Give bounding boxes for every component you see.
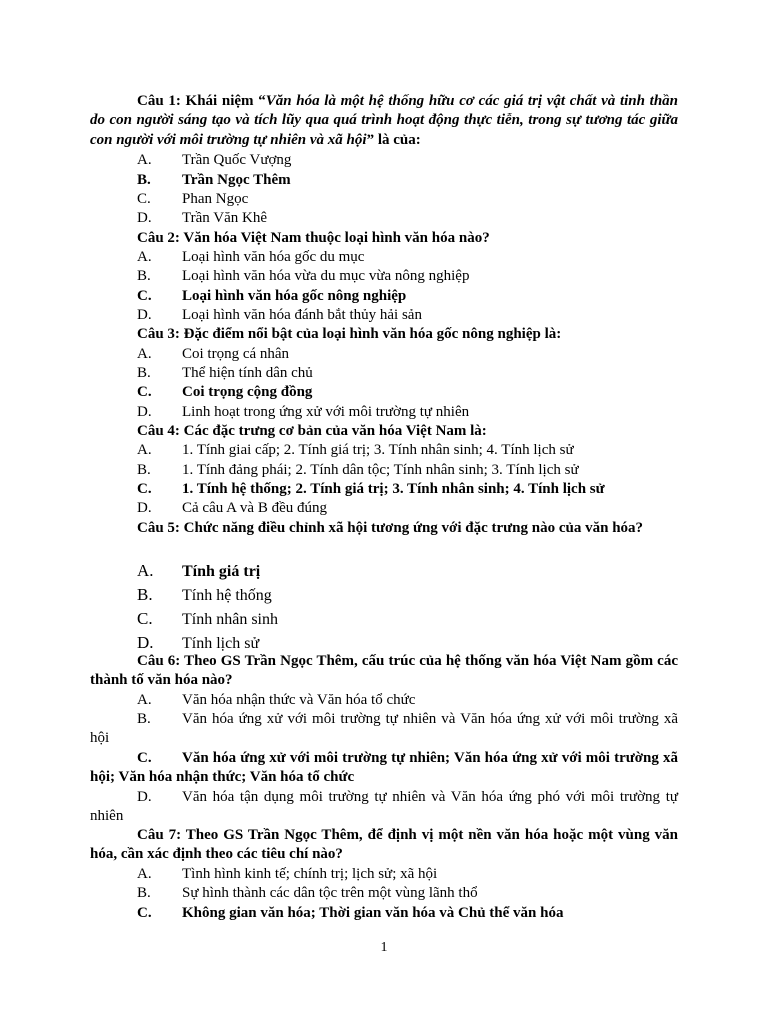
option-7c: C. Không gian văn hóa; Thời gian văn hóa và Chủ thể văn hóa [137,905,564,921]
option-1b: B. Trần Ngọc Thêm [137,172,291,188]
question-4: Câu 4: Các đặc trưng cơ bản của văn hóa Việt Nam là: [137,423,487,439]
question-7: Câu 7: Theo GS Trần Ngọc Thêm, để định vị một nền văn hóa hoặc một vùng văn hóa, cần xác định theo các tiêu chí nào? [90,827,678,863]
question-1: Câu 1: Khái niệm “Văn hóa là một hệ thống hữu cơ các giá trị vật chất và tinh thần do con người sáng tạo và tích lũy qua quá trình hoạt động thực tiễn, trong sự tương tác giữa con người với môi trường tự nhiên và xã hội” là của: [90,93,678,148]
option-6d: D. Văn hóa tận dụng môi trường tự nhiên và Văn hóa ứng phó với môi trường tự nhiên [90,789,678,825]
option-4d: D. Cả câu A và B đều đúng [137,500,327,516]
question-3: Câu 3: Đặc điểm nổi bật của loại hình văn hóa gốc nông nghiệp là: [137,326,562,342]
option-3d: D. Linh hoạt trong ứng xử với môi trường tự nhiên [137,404,470,420]
option-7b: B. Sự hình thành các dân tộc trên một vùng lãnh thổ [137,885,478,901]
option-2a: A. Loại hình văn hóa gốc du mục [137,249,365,265]
question-2: Câu 2: Văn hóa Việt Nam thuộc loại hình văn hóa nào? [137,230,490,246]
option-5a: A. Tính giá trị [137,561,261,580]
page-number: 1 [380,940,388,955]
option-2d: D. Loại hình văn hóa đánh bắt thủy hải sản [137,307,422,323]
option-5c: C. Tính nhân sinh [137,609,278,628]
option-6c: C. Văn hóa ứng xử với môi trường tự nhiên; Văn hóa ứng xử với môi trường xã hội; Văn hóa nhận thức; Văn hóa tổ chức [90,750,678,786]
option-2c: C. Loại hình văn hóa gốc nông nghiệp [137,288,407,304]
option-3a: A. Coi trọng cá nhân [137,346,290,362]
option-4b: B. 1. Tính đảng phái; 2. Tính dân tộc; Tính nhân sinh; 3. Tính lịch sử [137,462,579,478]
option-1d: D. Trần Văn Khê [137,210,267,226]
option-1a: A. Trần Quốc Vượng [137,152,292,168]
option-3c: C. Coi trọng cộng đồng [137,384,313,400]
option-1c: C. Phan Ngọc [137,191,249,207]
option-2b: B. Loại hình văn hóa vừa du mục vừa nông nghiệp [137,268,470,284]
question-6: Câu 6: Theo GS Trần Ngọc Thêm, cấu trúc của hệ thống văn hóa Việt Nam gồm các thành tố văn hóa nào? [90,653,678,689]
question-5: Câu 5: Chức năng điều chỉnh xã hội tương ứng với đặc trưng nào của văn hóa? [137,520,644,536]
option-4c: C. 1. Tính hệ thống; 2. Tính giá trị; 3. Tính nhân sinh; 4. Tính lịch sử [137,481,605,497]
option-5b: B. Tính hệ thống [137,585,272,604]
option-5d: D. Tính lịch sử [137,633,260,652]
option-6a: A. Văn hóa nhận thức và Văn hóa tổ chức [137,692,416,708]
option-7a: A. Tình hình kinh tế; chính trị; lịch sử; xã hội [137,866,438,882]
option-6b: B. Văn hóa ứng xử với môi trường tự nhiên và Văn hóa ứng xử với môi trường xã hội [90,711,678,747]
option-3b: B. Thể hiện tính dân chủ [137,365,313,381]
option-4a: A. 1. Tính giai cấp; 2. Tính giá trị; 3. Tính nhân sinh; 4. Tính lịch sử [137,442,574,458]
